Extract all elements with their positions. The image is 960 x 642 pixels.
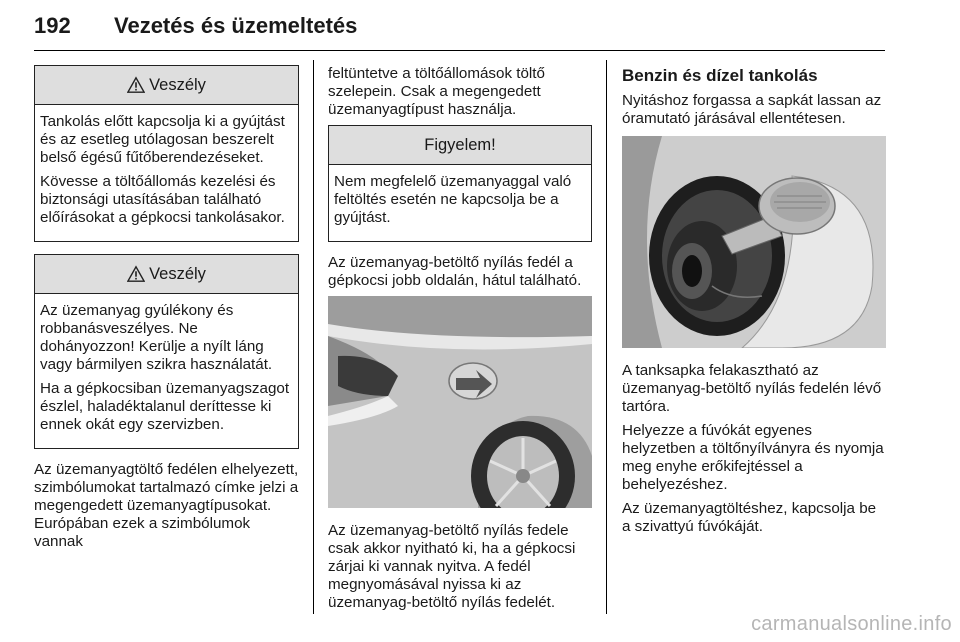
danger-text: Kövesse a töltőállomás kezelési és biztonsági utasításában található előírásokat a gépkocsi tankolásakor. [40, 173, 285, 226]
body-text: Az üzemanyag-betöltő nyílás fedél a gépkocsi jobb oldalán, hátul található. [328, 254, 582, 289]
body-text: A tanksapka felakasztható az üzemanyag-betöltő nyílás fedelén lévő tartóra. [622, 362, 882, 415]
notice-header [329, 126, 591, 165]
danger-header [35, 66, 298, 105]
column-2 [328, 65, 592, 618]
danger-title: Veszély [149, 264, 206, 283]
danger-text: Tankolás előtt kapcsolja ki a gyújtást és az esetleg utólagosan beszerelt belső égésű fűtőberendezéseket. [40, 113, 285, 166]
watermark: carmanualsonline.info [751, 613, 952, 635]
page-header [34, 13, 885, 51]
page-title: Vezetés és üzemeltetés [114, 13, 358, 38]
notice-title: Figyelem! [424, 135, 496, 154]
body-text: Helyezze a fúvókát egyenes helyzetben a töltőnyílványra és nyomja meg enyhe erőkifejtéssel a behelyezéshez. [622, 422, 884, 493]
section-heading: Benzin és dízel tankolás [622, 66, 818, 85]
column-1 [34, 65, 299, 557]
danger-text: Ha a gépkocsiban üzemanyagszagot észlel, haladéktalanul deríttesse ki ennek okát egy szervizben. [40, 380, 290, 433]
danger-text: Az üzemanyag gyúlékony és robbanásveszélyes. Ne dohányozzon! Kerülje a nyílt láng vagy bármilyen szikra használatát. [40, 302, 273, 373]
danger-header [35, 255, 298, 294]
page-number: 192 [34, 13, 71, 38]
car-fuel-flap-image [328, 296, 592, 508]
danger-box [34, 254, 299, 449]
warning-icon [127, 76, 145, 94]
body-text: Az üzemanyagtöltő fedélen elhelyezett, szimbólumokat tartalmazó címke jelzi a megengedett üzemanyagtípusokat. Európában ezek a szimbólumok vannak [34, 461, 299, 550]
warning-icon [127, 265, 145, 283]
column-divider [606, 60, 607, 614]
fuel-cap-image [622, 136, 886, 348]
body-text: Nyitáshoz forgassa a sapkát lassan az óramutató járásával ellentétesen. [622, 92, 882, 127]
body-text: feltüntetve a töltőállomások töltő szelepein. Csak a megengedett üzemanyagtípust használja. [328, 65, 545, 118]
body-text: Az üzemanyag-betöltő nyílás fedele csak akkor nyitható ki, ha a gépkocsi zárjai ki vannak nyitva. A fedél megnyomásával nyissa ki az üzemanyag-betöltő nyílás fedelét. [328, 522, 576, 611]
body-text: Az üzemanyagtöltéshez, kapcsolja be a szivattyú fúvókáját. [622, 500, 877, 535]
column-3 [622, 65, 886, 542]
danger-title: Veszély [149, 75, 206, 94]
notice-box [328, 125, 592, 242]
column-divider [313, 60, 314, 614]
notice-text: Nem megfelelő üzemanyaggal való feltöltés esetén ne kapcsolja be a gyújtást. [334, 173, 572, 226]
danger-box [34, 65, 299, 242]
